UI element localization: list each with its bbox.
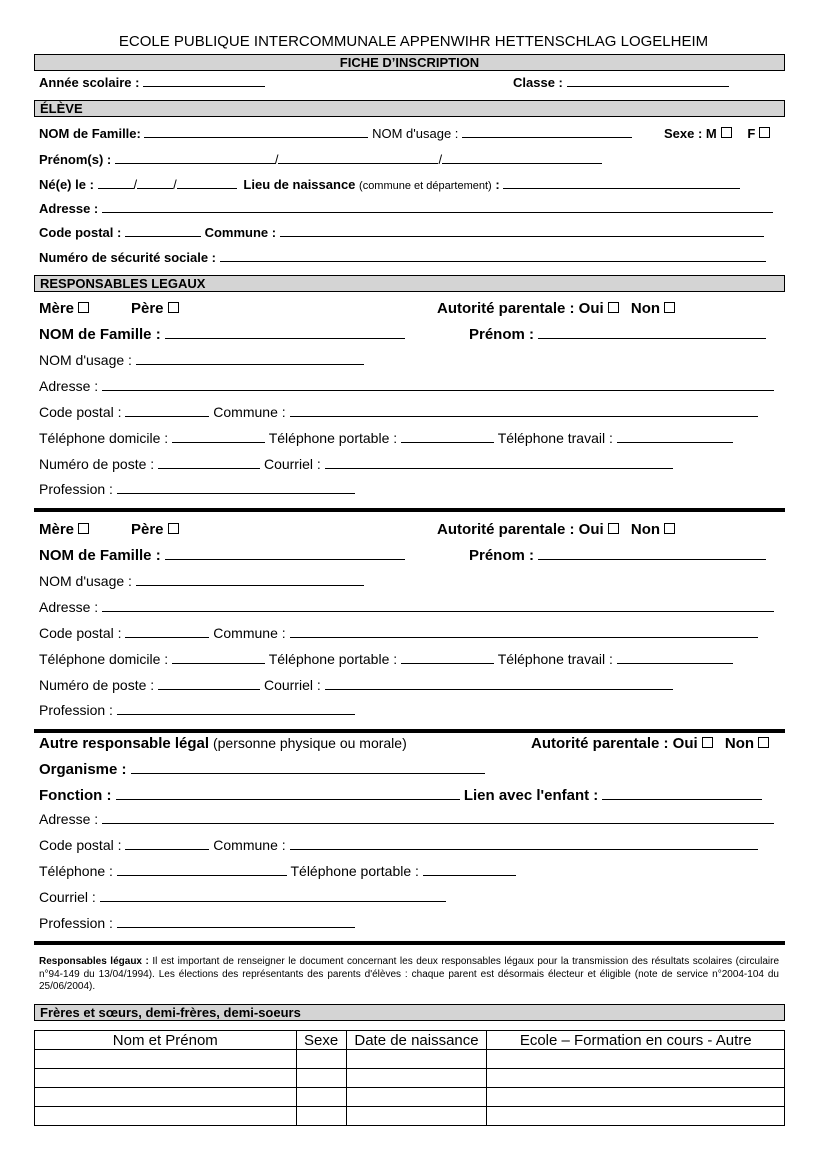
cell-sexe[interactable] <box>296 1069 346 1088</box>
r1-adresse-label: Adresse : <box>39 378 99 394</box>
autre-commune-label: Commune : <box>213 837 286 853</box>
separator-1 <box>34 508 785 512</box>
r2-tel-portable-label: Téléphone portable : <box>268 651 398 667</box>
cell-sexe[interactable] <box>296 1050 346 1069</box>
r2-tel-portable-field[interactable] <box>401 652 494 664</box>
r1-mere-checkbox[interactable] <box>78 302 89 313</box>
autre-courriel-label: Courriel : <box>39 889 96 905</box>
r2-oui-checkbox[interactable] <box>608 523 619 534</box>
organisme-field[interactable] <box>131 761 485 774</box>
eleve-sexe <box>664 126 770 141</box>
r2-autorite <box>437 521 675 538</box>
r1-nom-usage-label: NOM d'usage : <box>39 352 132 368</box>
autre-tel-row <box>39 863 516 879</box>
r2-pere-checkbox[interactable] <box>168 523 179 534</box>
table-row <box>35 1107 785 1126</box>
col-nom-prenom: Nom et Prénom <box>35 1031 297 1050</box>
table-row <box>35 1069 785 1088</box>
r1-tel-domicile-field[interactable] <box>172 431 265 443</box>
eleve-commune-label: Commune : <box>204 225 277 240</box>
r2-adresse-field[interactable] <box>102 600 774 612</box>
r2-courriel-field[interactable] <box>325 678 673 690</box>
r1-nom-usage-row <box>39 352 364 368</box>
r2-cp-field[interactable] <box>125 626 209 638</box>
r2-tel-domicile-field[interactable] <box>172 652 265 664</box>
r2-adresse-label: Adresse : <box>39 599 99 615</box>
autre-tel-portable-field[interactable] <box>423 864 516 876</box>
separator-3 <box>34 941 785 945</box>
cell-nom[interactable] <box>35 1088 297 1107</box>
r1-nom-row <box>39 326 405 343</box>
autre-profession-row <box>39 915 355 931</box>
autre-profession-label: Profession : <box>39 915 113 931</box>
birth-day-field[interactable] <box>98 177 134 189</box>
r1-tel-portable-label: Téléphone portable : <box>268 430 398 446</box>
r2-autorite-label: Autorité parentale : Oui <box>437 521 604 538</box>
r2-courriel-label: Courriel : <box>263 677 321 693</box>
r2-prenom-row <box>469 547 766 564</box>
eleve-cp-row <box>39 225 764 240</box>
r1-poste-field[interactable] <box>158 457 260 469</box>
cell-date[interactable] <box>346 1069 487 1088</box>
classe-row <box>513 75 729 90</box>
r1-prenom-field[interactable] <box>538 326 766 339</box>
fonction-label: Fonction : <box>39 787 112 804</box>
cell-nom[interactable] <box>35 1050 297 1069</box>
classe-label: Classe : <box>513 75 563 90</box>
r1-adresse-row <box>39 378 774 394</box>
eleve-nom-label: NOM de Famille: <box>39 126 141 141</box>
r2-nom-label: NOM de Famille : <box>39 547 161 564</box>
col-date-naissance: Date de naissance <box>346 1031 487 1050</box>
autre-commune-field[interactable] <box>290 838 758 850</box>
eleve-adresse-label: Adresse : <box>39 201 99 216</box>
r2-profession-field[interactable] <box>117 703 355 715</box>
r1-courriel-label: Courriel : <box>263 456 321 472</box>
col-ecole: Ecole – Formation en cours - Autre <box>487 1031 785 1050</box>
r1-tel-row <box>39 430 733 446</box>
autre-cp-label: Code postal : <box>39 837 122 853</box>
cell-ecole[interactable] <box>487 1069 785 1088</box>
cell-ecole[interactable] <box>487 1050 785 1069</box>
separator-2 <box>34 729 785 733</box>
r2-mere <box>39 521 89 538</box>
eleve-cp-field[interactable] <box>125 225 201 237</box>
autre-courriel-row <box>39 889 446 905</box>
eleve-nom-row <box>39 126 632 141</box>
note-bold: Responsables légaux : <box>39 956 149 967</box>
r1-nom-field[interactable] <box>165 326 405 339</box>
organisme-label: Organisme : <box>39 761 127 778</box>
eleve-commune-field[interactable] <box>280 225 764 237</box>
r1-nom-label: NOM de Famille : <box>39 326 161 343</box>
r2-tel-row <box>39 651 733 667</box>
r1-profession-label: Profession : <box>39 481 113 497</box>
r2-prenom-field[interactable] <box>538 547 766 560</box>
r1-commune-label: Commune : <box>213 404 286 420</box>
cell-ecole[interactable] <box>487 1107 785 1126</box>
r1-non-checkbox[interactable] <box>664 302 675 313</box>
cell-date[interactable] <box>346 1050 487 1069</box>
r2-nom-usage-field[interactable] <box>136 574 364 586</box>
eleve-nom-field[interactable] <box>144 126 368 138</box>
r2-commune-label: Commune : <box>213 625 286 641</box>
sexe-label: Sexe : M <box>664 126 717 141</box>
lien-field[interactable] <box>602 787 762 800</box>
autre-title-row <box>39 735 407 752</box>
autre-autorite <box>531 735 769 752</box>
r1-tel-travail-label: Téléphone travail : <box>497 430 613 446</box>
siblings-header-row <box>35 1031 785 1050</box>
school-title: ECOLE PUBLIQUE INTERCOMMUNALE APPENWIHR HETTENSCHLAG LOGELHEIM <box>118 33 709 50</box>
r2-poste-label: Numéro de poste : <box>39 677 155 693</box>
autre-cp-row <box>39 837 758 853</box>
r2-nom-usage-label: NOM d'usage : <box>39 573 132 589</box>
autre-oui-checkbox[interactable] <box>702 737 713 748</box>
col-sexe: Sexe <box>296 1031 346 1050</box>
r1-nom-usage-field[interactable] <box>136 353 364 365</box>
form-title: FICHE D’INSCRIPTION <box>34 54 785 71</box>
autre-tel-portable-label: Téléphone portable : <box>290 863 419 879</box>
r2-cp-row <box>39 625 758 641</box>
autre-tel-label: Téléphone : <box>39 863 113 879</box>
r2-mere-checkbox[interactable] <box>78 523 89 534</box>
birth-month-field[interactable] <box>137 177 173 189</box>
autre-fonction-row <box>39 787 762 804</box>
section-eleve: ÉLÈVE <box>34 100 785 117</box>
r1-cp-label: Code postal : <box>39 404 122 420</box>
autre-organisme-row <box>39 761 485 778</box>
r1-cp-field[interactable] <box>125 405 209 417</box>
r2-tel-domicile-label: Téléphone domicile : <box>39 651 169 667</box>
r2-tel-travail-field[interactable] <box>617 652 733 664</box>
prenom-1-field[interactable] <box>115 152 275 164</box>
table-row <box>35 1088 785 1107</box>
r1-poste-label: Numéro de poste : <box>39 456 155 472</box>
eleve-naissance-row: Né(e) le : / / Lieu de naissance (commune et département) : <box>39 177 740 192</box>
r1-pere <box>131 300 179 317</box>
r1-autorite-label: Autorité parentale : Oui <box>437 300 604 317</box>
r2-profession-label: Profession : <box>39 702 113 718</box>
r1-tel-travail-field[interactable] <box>617 431 733 443</box>
section-siblings: Frères et sœurs, demi-frères, demi-soeurs <box>34 1004 785 1021</box>
r2-prenom-label: Prénom : <box>469 547 535 564</box>
r1-courriel-field[interactable] <box>325 457 673 469</box>
cell-date[interactable] <box>346 1088 487 1107</box>
r2-non-label: Non <box>630 521 661 538</box>
siblings-table <box>34 1030 785 1126</box>
lieu-colon: : <box>495 177 500 192</box>
table-row <box>35 1050 785 1069</box>
secu-field[interactable] <box>220 250 766 262</box>
cell-ecole[interactable] <box>487 1088 785 1107</box>
lieu-note: (commune et département) <box>359 180 492 192</box>
autre-subtitle: (personne physique ou morale) <box>212 735 407 751</box>
autre-adresse-label: Adresse : <box>39 811 99 827</box>
r1-non-label: Non <box>630 300 661 317</box>
r2-commune-field[interactable] <box>290 626 758 638</box>
ne-le-label: Né(e) le : <box>39 177 94 192</box>
r1-prenom-row <box>469 326 766 343</box>
cell-sexe[interactable] <box>296 1107 346 1126</box>
r1-pere-checkbox[interactable] <box>168 302 179 313</box>
r1-autorite <box>437 300 675 317</box>
autre-autorite-label: Autorité parentale : Oui <box>531 735 698 752</box>
prenom-2-field[interactable] <box>278 152 438 164</box>
eleve-cp-label: Code postal : <box>39 225 122 240</box>
eleve-nom-usage-label: NOM d'usage : <box>372 126 459 141</box>
r1-prenom-label: Prénom : <box>469 326 535 343</box>
autre-title: Autre responsable légal <box>39 735 210 752</box>
r1-profession-row <box>39 481 355 497</box>
cell-nom[interactable] <box>35 1107 297 1126</box>
r2-nom-field[interactable] <box>165 547 405 560</box>
autre-profession-field[interactable] <box>117 916 355 928</box>
r1-cp-row <box>39 404 758 420</box>
r2-tel-travail-label: Téléphone travail : <box>497 651 613 667</box>
r1-mere <box>39 300 89 317</box>
r2-nom-usage-row <box>39 573 364 589</box>
r1-mere-label: Mère <box>39 300 75 317</box>
eleve-secu-row <box>39 250 766 265</box>
r2-profession-row <box>39 702 355 718</box>
note-text: Il est important de renseigner le document concernant les deux responsables légaux pour la transmission des résultats scolaires (circulaire n°94-149 du 13/04/1994). Les élections des représentants des parents d'élèves : chaque parent est désormais électeur et éligible (note de service n°2004-104 du 25/06/2004). <box>39 956 780 992</box>
fonction-field[interactable] <box>116 787 460 800</box>
r2-poste-row <box>39 677 673 693</box>
autre-non-checkbox[interactable] <box>758 737 769 748</box>
legal-note <box>39 956 779 994</box>
r1-poste-row <box>39 456 673 472</box>
r1-profession-field[interactable] <box>117 482 355 494</box>
r2-pere <box>131 521 179 538</box>
cell-date[interactable] <box>346 1107 487 1126</box>
sexe-m-checkbox[interactable] <box>721 127 732 138</box>
lieu-label: Lieu de naissance <box>243 177 356 192</box>
autre-adresse-field[interactable] <box>102 812 774 824</box>
r1-tel-domicile-label: Téléphone domicile : <box>39 430 169 446</box>
classe-field[interactable] <box>567 75 729 87</box>
prenoms-label: Prénom(s) : <box>39 152 112 167</box>
annee-row <box>39 75 265 90</box>
r2-cp-label: Code postal : <box>39 625 122 641</box>
autre-adresse-row <box>39 811 774 827</box>
secu-label: Numéro de sécurité sociale : <box>39 250 217 265</box>
autre-tel-field[interactable] <box>117 864 287 876</box>
r2-adresse-row <box>39 599 774 615</box>
eleve-prenoms-row: Prénom(s) : / / <box>39 152 602 167</box>
r1-commune-field[interactable] <box>290 405 758 417</box>
r2-poste-field[interactable] <box>158 678 260 690</box>
annee-field[interactable] <box>143 75 265 87</box>
r1-adresse-field[interactable] <box>102 379 774 391</box>
eleve-nom-usage-field[interactable] <box>462 126 632 138</box>
prenom-3-field[interactable] <box>442 152 602 164</box>
autre-courriel-field[interactable] <box>100 890 446 902</box>
cell-nom[interactable] <box>35 1069 297 1088</box>
autre-cp-field[interactable] <box>125 838 209 850</box>
r2-nom-row <box>39 547 405 564</box>
eleve-adresse-field[interactable] <box>102 201 773 213</box>
r2-mere-label: Mère <box>39 521 75 538</box>
autre-non-label: Non <box>724 735 755 752</box>
r1-oui-checkbox[interactable] <box>608 302 619 313</box>
r2-pere-label: Père <box>131 521 164 538</box>
lieu-field[interactable] <box>503 177 740 189</box>
annee-label: Année scolaire : <box>39 75 140 90</box>
birth-year-field[interactable] <box>177 177 237 189</box>
r1-pere-label: Père <box>131 300 164 317</box>
eleve-adresse-row <box>39 201 773 216</box>
sexe-f-checkbox[interactable] <box>759 127 770 138</box>
r2-non-checkbox[interactable] <box>664 523 675 534</box>
section-responsables: RESPONSABLES LEGAUX <box>34 275 785 292</box>
lien-label: Lien avec l'enfant : <box>463 787 599 804</box>
sexe-f-label: F <box>747 126 756 141</box>
cell-sexe[interactable] <box>296 1088 346 1107</box>
r1-tel-portable-field[interactable] <box>401 431 494 443</box>
